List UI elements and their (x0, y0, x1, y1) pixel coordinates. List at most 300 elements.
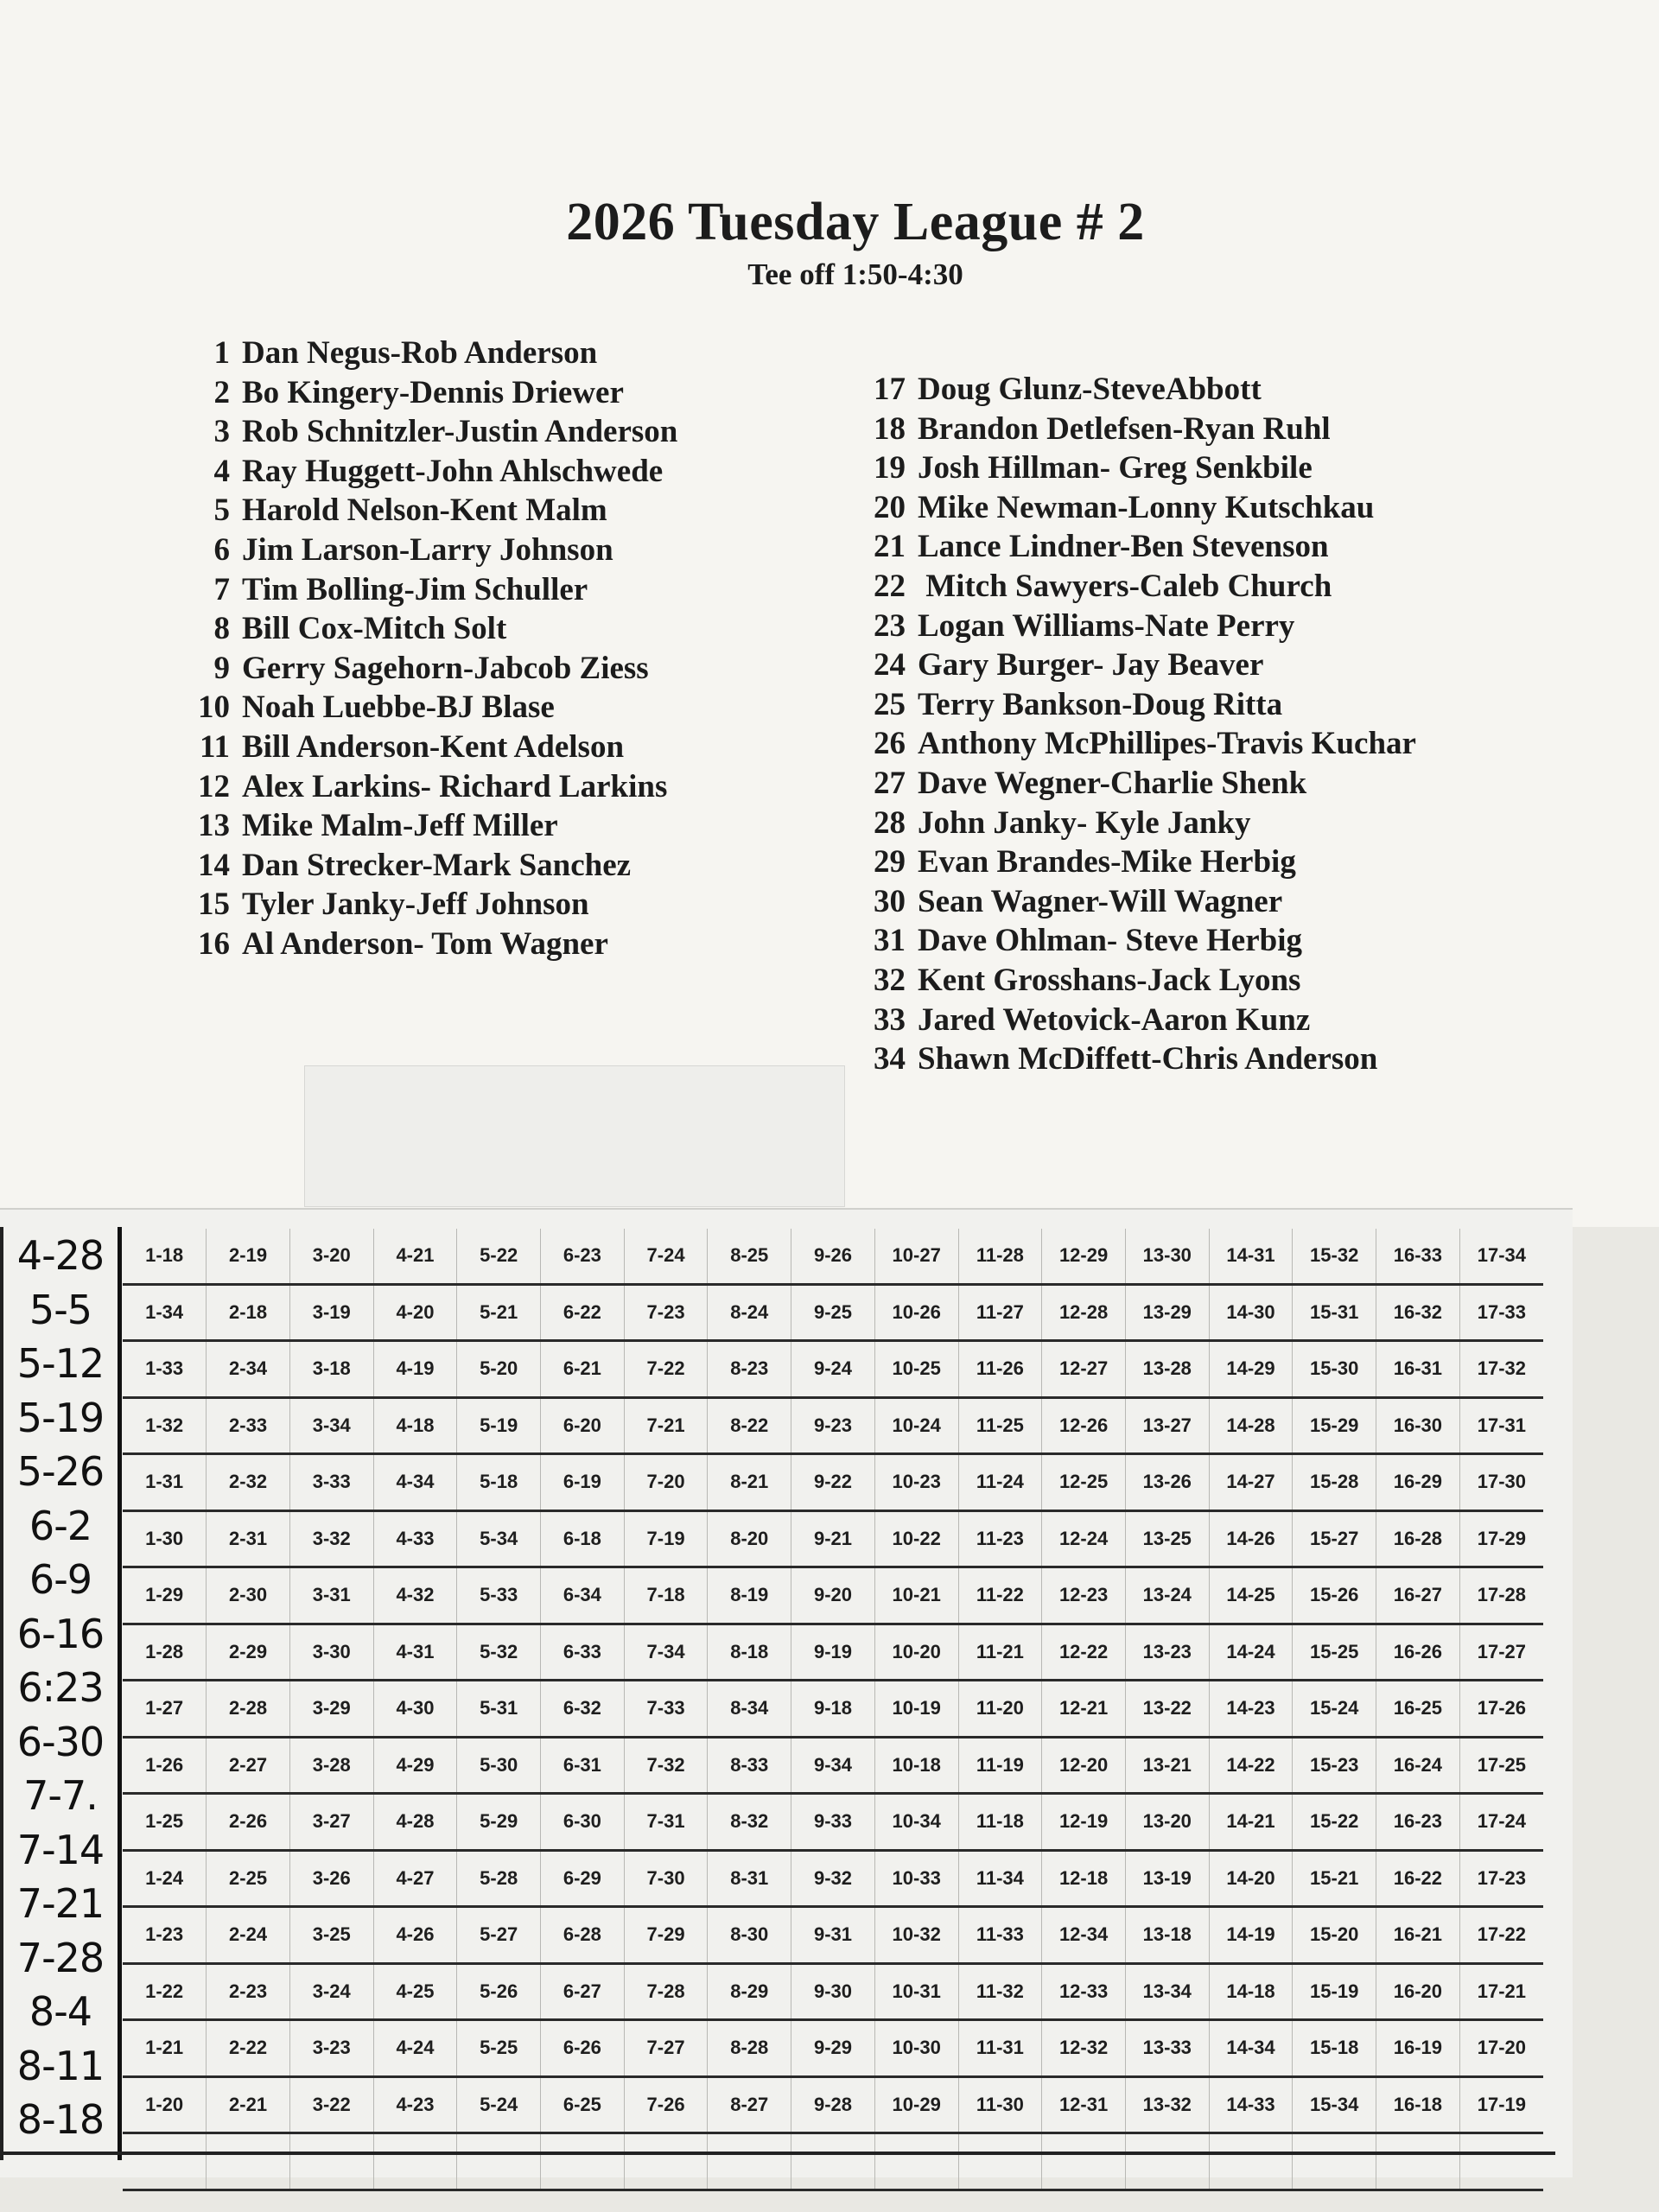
matchup-cell: 11-31 (958, 2020, 1042, 2077)
matchup-cell: 17-20 (1459, 2020, 1543, 2077)
matchup-cell: 14-22 (1209, 1737, 1293, 1794)
team-names: Evan Brandes-Mike Herbig (918, 844, 1296, 880)
page-title: 2026 Tuesday League # 2 (566, 193, 1145, 251)
matchup-cell: 9-31 (791, 1907, 875, 1964)
matchup-cell: 2-28 (207, 1681, 290, 1738)
matchup-cell: 7-24 (624, 1229, 708, 1284)
matchup-cell (1209, 2133, 1293, 2190)
schedule-date: 7-14 (16, 1826, 105, 1873)
matchup-cell: 1-26 (123, 1737, 207, 1794)
matchup-cell: 5-32 (457, 1624, 541, 1681)
matchup-cell: 8-32 (708, 1794, 791, 1851)
team-number: 24 (874, 647, 906, 683)
matchup-cell: 2-26 (207, 1794, 290, 1851)
team-names: Mike Newman-Lonny Kutschkau (918, 489, 1375, 525)
matchup-cell: 13-29 (1125, 1284, 1209, 1341)
matchup-cell: 9-18 (791, 1681, 875, 1738)
matchup-cell: 10-22 (874, 1510, 958, 1567)
team-names: Bill Anderson-Kent Adelson (242, 728, 625, 765)
matchup-cell: 8-29 (708, 1963, 791, 2020)
schedule-date: 7-21 (16, 1880, 105, 1927)
matchup-cell: 1-22 (123, 1963, 207, 2020)
matchup-cell: 10-18 (874, 1737, 958, 1794)
matchup-cell: 11-28 (958, 1229, 1042, 1284)
team-entry (181, 885, 677, 925)
team-entry (181, 767, 677, 807)
matchup-cell: 4-20 (373, 1284, 457, 1341)
matchup-cell: 5-28 (457, 1850, 541, 1907)
matchup-cell: 16-25 (1376, 1681, 1460, 1738)
team-names: Dave Wegner-Charlie Shenk (918, 765, 1307, 801)
matchup-cell: 9-26 (791, 1229, 875, 1284)
matchup-cell: 15-24 (1293, 1681, 1376, 1738)
matchup-cell: 7-28 (624, 1963, 708, 2020)
bottom-rule (0, 2152, 1555, 2155)
matchup-cell: 12-29 (1042, 1229, 1126, 1284)
matchup-cell: 5-22 (457, 1229, 541, 1284)
matchup-cell: 3-28 (289, 1737, 373, 1794)
matchup-cell: 13-27 (1125, 1397, 1209, 1454)
matchup-cell: 8-31 (708, 1850, 791, 1907)
tape-strip (304, 1065, 845, 1207)
matchup-cell: 11-32 (958, 1963, 1042, 2020)
team-number: 15 (198, 887, 230, 923)
team-number: 25 (874, 686, 906, 722)
matchup-cell: 8-24 (708, 1284, 791, 1341)
team-names: Gerry Sagehorn-Jabcob Ziess (242, 650, 649, 686)
schedule-date: 6-9 (29, 1556, 92, 1603)
matchup-cell: 4-33 (373, 1510, 457, 1567)
matchup-cell: 9-28 (791, 2076, 875, 2133)
schedule-date: 4-28 (16, 1232, 105, 1279)
schedule-row (123, 1737, 1543, 1794)
matchup-cell: 3-25 (289, 1907, 373, 1964)
matchup-cell: 4-34 (373, 1454, 457, 1511)
matchup-cell: 3-26 (289, 1850, 373, 1907)
matchup-cell: 3-18 (289, 1341, 373, 1398)
matchup-cell: 14-27 (1209, 1454, 1293, 1511)
matchup-cell: 12-19 (1042, 1794, 1126, 1851)
team-entry (857, 448, 1416, 488)
matchup-cell: 12-34 (1042, 1907, 1126, 1964)
schedule-date: 5-19 (16, 1394, 105, 1441)
matchup-cell (541, 2133, 625, 2190)
matchup-cell (207, 2133, 290, 2190)
team-entry (857, 410, 1416, 449)
team-entry (181, 452, 677, 492)
schedule-row (123, 1907, 1543, 1964)
team-entry (857, 882, 1416, 922)
matchup-cell: 10-33 (874, 1850, 958, 1907)
matchup-cell: 6-21 (541, 1341, 625, 1398)
matchup-cell: 17-27 (1459, 1624, 1543, 1681)
schedule-row (123, 1397, 1543, 1454)
matchup-cell: 2-18 (207, 1284, 290, 1341)
matchup-cell: 6-31 (541, 1737, 625, 1794)
matchup-cell: 8-18 (708, 1624, 791, 1681)
team-names: John Janky- Kyle Janky (918, 804, 1251, 841)
team-number: 34 (874, 1041, 906, 1077)
matchup-cell: 3-29 (289, 1681, 373, 1738)
matchup-cell: 8-25 (708, 1229, 791, 1284)
matchup-cell (1376, 2133, 1460, 2190)
matchup-cell: 2-21 (207, 2076, 290, 2133)
matchup-cell: 17-31 (1459, 1397, 1543, 1454)
team-names: Doug Glunz-SteveAbbott (918, 372, 1262, 407)
team-number: 22 (874, 568, 906, 604)
matchup-cell: 12-22 (1042, 1624, 1126, 1681)
matchup-cell: 5-31 (457, 1681, 541, 1738)
schedule-date: 7-7. (23, 1772, 98, 1819)
matchup-cell: 15-29 (1293, 1397, 1376, 1454)
matchup-cell: 2-32 (207, 1454, 290, 1511)
matchup-cell: 1-29 (123, 1567, 207, 1624)
matchup-cell: 7-19 (624, 1510, 708, 1567)
matchup-cell: 13-22 (1125, 1681, 1209, 1738)
team-number: 32 (874, 962, 906, 998)
matchup-cell: 6-30 (541, 1794, 625, 1851)
team-names: Dan Negus-Rob Anderson (242, 335, 598, 371)
matchup-cell: 12-20 (1042, 1737, 1126, 1794)
matchup-cell: 15-23 (1293, 1737, 1376, 1794)
matchup-cell: 16-22 (1376, 1850, 1460, 1907)
team-number: 31 (874, 923, 906, 959)
matchup-cell (791, 2133, 875, 2190)
matchup-cell: 15-31 (1293, 1284, 1376, 1341)
matchup-cell: 14-23 (1209, 1681, 1293, 1738)
matchup-cell: 9-20 (791, 1567, 875, 1624)
team-entry (181, 846, 677, 886)
schedule-date: 7-28 (16, 1934, 105, 1981)
team-number: 4 (213, 453, 230, 489)
team-entry (181, 688, 677, 728)
matchup-cell: 4-26 (373, 1907, 457, 1964)
matchup-cell: 3-27 (289, 1794, 373, 1851)
matchup-cell: 4-31 (373, 1624, 457, 1681)
schedule-date: 5-12 (16, 1340, 105, 1387)
matchup-cell: 8-27 (708, 2076, 791, 2133)
matchup-cell (123, 2133, 207, 2190)
matchup-cell: 4-27 (373, 1850, 457, 1907)
matchup-cell: 11-22 (958, 1567, 1042, 1624)
matchup-cell: 13-32 (1125, 2076, 1209, 2133)
matchup-cell: 10-27 (874, 1229, 958, 1284)
matchup-cell: 1-24 (123, 1850, 207, 1907)
team-names: Noah Luebbe-BJ Blase (242, 690, 555, 726)
matchup-cell: 5-34 (457, 1510, 541, 1567)
matchup-cell: 1-25 (123, 1794, 207, 1851)
matchup-cell: 10-30 (874, 2020, 958, 2077)
team-names: Alex Larkins- Richard Larkins (242, 768, 668, 804)
matchup-cell: 16-27 (1376, 1567, 1460, 1624)
matchup-cell: 16-26 (1376, 1624, 1460, 1681)
team-entry (181, 334, 677, 373)
team-entry (857, 1001, 1416, 1040)
team-entry (181, 491, 677, 531)
team-number: 3 (213, 414, 230, 450)
team-number: 29 (874, 844, 906, 880)
matchup-cell: 4-21 (373, 1229, 457, 1284)
team-list-left (181, 334, 677, 964)
schedule-date-column (0, 1229, 121, 2147)
matchup-cell: 17-23 (1459, 1850, 1543, 1907)
matchup-cell: 16-31 (1376, 1341, 1460, 1398)
schedule-row (123, 1229, 1543, 1284)
team-entry (857, 685, 1416, 725)
team-entry (857, 645, 1416, 685)
team-names: Sean Wagner-Will Wagner (918, 883, 1283, 919)
matchup-cell: 7-32 (624, 1737, 708, 1794)
matchup-cell (373, 2133, 457, 2190)
team-number: 18 (874, 410, 906, 447)
matchup-cell: 14-19 (1209, 1907, 1293, 1964)
matchup-cell: 6-32 (541, 1681, 625, 1738)
team-number: 7 (213, 571, 230, 607)
matchup-cell: 8-19 (708, 1567, 791, 1624)
team-entry (857, 724, 1416, 764)
matchup-cell: 12-28 (1042, 1284, 1126, 1341)
matchup-cell: 6-33 (541, 1624, 625, 1681)
team-number: 9 (213, 650, 230, 686)
team-number: 28 (874, 804, 906, 841)
matchup-cell: 1-27 (123, 1681, 207, 1738)
matchup-cell: 13-21 (1125, 1737, 1209, 1794)
matchup-cell: 11-19 (958, 1737, 1042, 1794)
matchup-cell: 16-33 (1376, 1229, 1460, 1284)
schedule-row (123, 1794, 1543, 1851)
matchup-cell: 7-31 (624, 1794, 708, 1851)
team-list-right (857, 370, 1416, 1079)
matchup-cell: 3-19 (289, 1284, 373, 1341)
matchup-cell (874, 2133, 958, 2190)
team-names: Al Anderson- Tom Wagner (242, 925, 608, 962)
matchup-cell: 5-30 (457, 1737, 541, 1794)
matchup-cell: 2-29 (207, 1624, 290, 1681)
matchup-cell (457, 2133, 541, 2190)
schedule-date: 5-26 (16, 1448, 105, 1495)
matchup-cell: 17-29 (1459, 1510, 1543, 1567)
matchup-cell: 3-30 (289, 1624, 373, 1681)
matchup-cell: 5-33 (457, 1567, 541, 1624)
matchup-cell: 12-25 (1042, 1454, 1126, 1511)
matchup-cell: 15-22 (1293, 1794, 1376, 1851)
matchup-cell: 1-34 (123, 1284, 207, 1341)
team-number: 6 (213, 531, 230, 568)
matchup-cell: 10-31 (874, 1963, 958, 2020)
matchup-cell: 14-26 (1209, 1510, 1293, 1567)
team-entry (857, 842, 1416, 882)
matchup-cell: 6-19 (541, 1454, 625, 1511)
team-number: 19 (874, 450, 906, 486)
matchup-cell: 6-18 (541, 1510, 625, 1567)
matchup-cell: 11-27 (958, 1284, 1042, 1341)
team-names: Rob Schnitzler-Justin Anderson (242, 414, 678, 450)
matchup-cell: 11-33 (958, 1907, 1042, 1964)
team-names: Bill Cox-Mitch Solt (242, 611, 507, 647)
matchup-cell: 15-20 (1293, 1907, 1376, 1964)
team-number: 1 (213, 335, 230, 371)
schedule-row (123, 2133, 1543, 2190)
team-number: 23 (874, 607, 906, 644)
matchup-cell: 14-31 (1209, 1229, 1293, 1284)
matchup-cell: 14-29 (1209, 1341, 1293, 1398)
matchup-cell: 15-34 (1293, 2076, 1376, 2133)
team-names: Jared Wetovick-Aaron Kunz (918, 1001, 1311, 1038)
matchup-cell: 1-32 (123, 1397, 207, 1454)
matchup-cell: 17-33 (1459, 1284, 1543, 1341)
team-names: Josh Hillman- Greg Senkbile (918, 450, 1313, 486)
team-entry (181, 531, 677, 570)
team-number: 17 (874, 372, 906, 407)
matchup-cell: 17-34 (1459, 1229, 1543, 1284)
matchup-cell: 5-26 (457, 1963, 541, 2020)
schedule-row (123, 2020, 1543, 2077)
matchup-cell: 11-24 (958, 1454, 1042, 1511)
schedule-date: 8-11 (16, 2042, 105, 2089)
team-entry (857, 921, 1416, 961)
tee-off-time: Tee off 1:50-4:30 (747, 257, 963, 291)
matchup-cell: 5-27 (457, 1907, 541, 1964)
matchup-cell: 9-25 (791, 1284, 875, 1341)
matchup-cell: 11-18 (958, 1794, 1042, 1851)
matchup-cell: 4-25 (373, 1963, 457, 2020)
team-number: 10 (198, 690, 230, 726)
matchup-cell: 16-32 (1376, 1284, 1460, 1341)
team-names: Tim Bolling-Jim Schuller (242, 571, 588, 607)
matchup-cell: 5-20 (457, 1341, 541, 1398)
team-number: 27 (874, 765, 906, 801)
schedule-row (123, 1567, 1543, 1624)
matchup-cell: 4-29 (373, 1737, 457, 1794)
matchup-cell: 2-30 (207, 1567, 290, 1624)
matchup-cell: 8-33 (708, 1737, 791, 1794)
matchup-cell: 15-27 (1293, 1510, 1376, 1567)
matchup-cell: 11-34 (958, 1850, 1042, 1907)
matchup-cell: 12-31 (1042, 2076, 1126, 2133)
team-number: 5 (213, 493, 230, 529)
matchup-cell: 2-33 (207, 1397, 290, 1454)
matchup-cell: 6-34 (541, 1567, 625, 1624)
matchup-cell: 12-24 (1042, 1510, 1126, 1567)
matchup-cell: 3-34 (289, 1397, 373, 1454)
schedule-date: 8-4 (29, 1988, 92, 2035)
matchup-cell: 7-29 (624, 1907, 708, 1964)
team-names: Mike Malm-Jeff Miller (242, 808, 558, 844)
schedule-date: 6:23 (17, 1664, 104, 1711)
matchup-cell: 7-33 (624, 1681, 708, 1738)
matchup-cell: 9-23 (791, 1397, 875, 1454)
matchup-cell: 8-20 (708, 1510, 791, 1567)
matchup-cell: 7-34 (624, 1624, 708, 1681)
matchup-cell: 13-24 (1125, 1567, 1209, 1624)
matchup-cell: 10-34 (874, 1794, 958, 1851)
matchup-cell: 12-33 (1042, 1963, 1126, 2020)
matchup-cell: 1-31 (123, 1454, 207, 1511)
schedule-row (123, 1963, 1543, 2020)
matchup-cell: 17-22 (1459, 1907, 1543, 1964)
matchup-cell: 4-30 (373, 1681, 457, 1738)
matchup-cell: 15-25 (1293, 1624, 1376, 1681)
team-entry (857, 607, 1416, 646)
schedule-date: 6-2 (29, 1502, 92, 1549)
matchup-cell: 9-29 (791, 2020, 875, 2077)
team-names: Harold Nelson-Kent Malm (242, 493, 607, 529)
matchup-cell: 6-27 (541, 1963, 625, 2020)
matchup-cell: 5-24 (457, 2076, 541, 2133)
matchup-cell: 6-20 (541, 1397, 625, 1454)
matchup-cell: 7-18 (624, 1567, 708, 1624)
team-entry (181, 925, 677, 964)
team-names: Mitch Sawyers-Caleb Church (918, 568, 1332, 604)
matchup-cell: 7-21 (624, 1397, 708, 1454)
team-number: 12 (198, 768, 230, 804)
matchup-cell: 16-19 (1376, 2020, 1460, 2077)
matchup-cell: 16-28 (1376, 1510, 1460, 1567)
team-names: Shawn McDiffett-Chris Anderson (918, 1041, 1378, 1077)
matchup-cell: 17-25 (1459, 1737, 1543, 1794)
matchup-cell: 6-28 (541, 1907, 625, 1964)
matchup-cell: 8-34 (708, 1681, 791, 1738)
matchup-cell: 9-22 (791, 1454, 875, 1511)
matchup-cell: 4-23 (373, 2076, 457, 2133)
team-names: Dave Ohlman- Steve Herbig (918, 923, 1302, 959)
matchup-cell: 14-25 (1209, 1567, 1293, 1624)
matchup-cell: 17-26 (1459, 1681, 1543, 1738)
matchup-cell: 11-23 (958, 1510, 1042, 1567)
matchup-cell: 7-30 (624, 1850, 708, 1907)
matchup-cell: 14-21 (1209, 1794, 1293, 1851)
matchup-cell: 8-22 (708, 1397, 791, 1454)
matchup-cell: 3-31 (289, 1567, 373, 1624)
matchup-cell: 14-24 (1209, 1624, 1293, 1681)
matchup-cell: 8-21 (708, 1454, 791, 1511)
matchup-cell: 16-24 (1376, 1737, 1460, 1794)
matchup-cell: 2-22 (207, 2020, 290, 2077)
matchup-cell: 16-30 (1376, 1397, 1460, 1454)
matchup-cell: 13-19 (1125, 1850, 1209, 1907)
matchup-cell: 17-21 (1459, 1963, 1543, 2020)
schedule-row (123, 1341, 1543, 1398)
schedule-row (123, 1454, 1543, 1511)
matchup-cell: 11-25 (958, 1397, 1042, 1454)
date-divider (118, 1227, 122, 2160)
schedule-row (123, 1850, 1543, 1907)
matchup-cell: 2-25 (207, 1850, 290, 1907)
matchup-cell: 14-33 (1209, 2076, 1293, 2133)
matchup-cell (289, 2133, 373, 2190)
matchup-cell: 3-23 (289, 2020, 373, 2077)
matchup-cell: 12-26 (1042, 1397, 1126, 1454)
schedule-row (123, 1284, 1543, 1341)
matchup-cell: 16-29 (1376, 1454, 1460, 1511)
matchup-cell: 14-20 (1209, 1850, 1293, 1907)
matchup-cell (958, 2133, 1042, 2190)
matchup-cell: 2-23 (207, 1963, 290, 2020)
matchup-cell: 1-30 (123, 1510, 207, 1567)
team-entry (181, 373, 677, 413)
team-names: Kent Grosshans-Jack Lyons (918, 962, 1301, 998)
schedule-row (123, 1624, 1543, 1681)
matchup-cell: 8-30 (708, 1907, 791, 1964)
matchup-cell: 17-19 (1459, 2076, 1543, 2133)
team-number: 26 (874, 726, 906, 762)
matchup-cell: 14-28 (1209, 1397, 1293, 1454)
schedule-date: 5-5 (29, 1286, 92, 1333)
matchup-cell: 4-24 (373, 2020, 457, 2077)
matchup-cell: 6-26 (541, 2020, 625, 2077)
matchup-cell: 1-18 (123, 1229, 207, 1284)
matchup-cell: 10-29 (874, 2076, 958, 2133)
